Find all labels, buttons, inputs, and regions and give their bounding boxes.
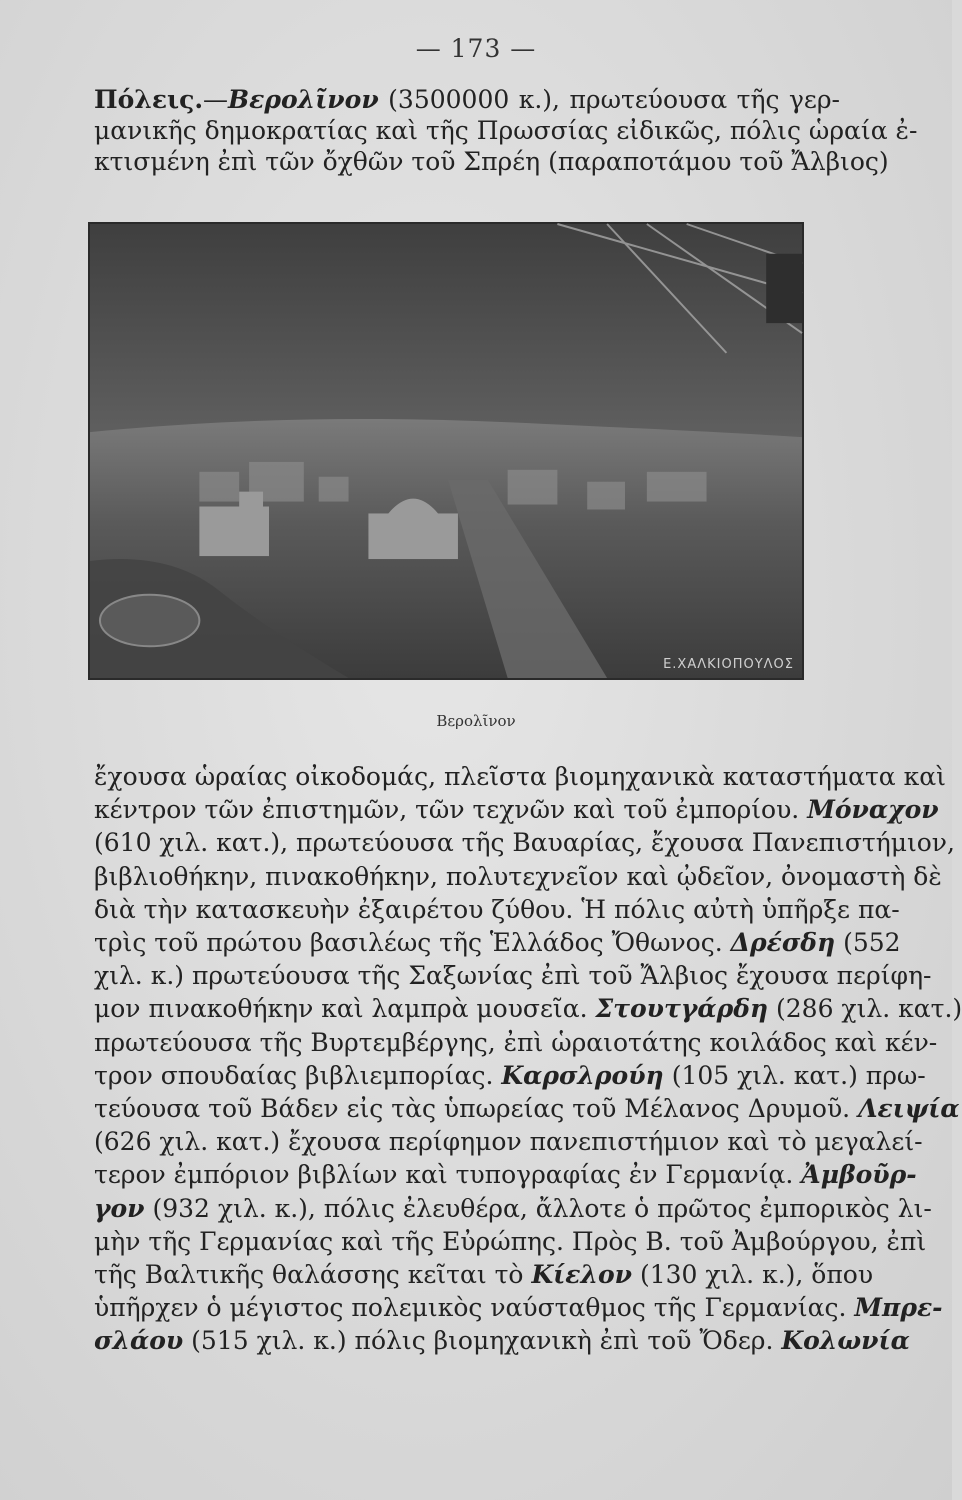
text-segment: ἔχουσα ὡραίας οἰκοδομάς, πλεῖστα βιομηχανικὰ καταστήματα καὶ bbox=[94, 762, 946, 791]
text-segment: (105 χιλ. κατ.) πρω- bbox=[663, 1060, 926, 1090]
city-name-berlin: Βερολῖνον bbox=[228, 85, 379, 114]
text-segment: χιλ. κ.) πρωτεύουσα τῆς Σαξωνίας ἐπὶ τοῦ Ἄλβιος ἔχουσα περίφη- bbox=[94, 961, 932, 991]
text-segment: διὰ τὴν κατασκευὴν ἐξαιρέτου ζύθου. Ἡ πόλις αὐτὴ ὑπῆρξε πα- bbox=[94, 894, 900, 924]
page-number: — 173 — bbox=[415, 34, 537, 63]
body-line bbox=[94, 1059, 926, 1092]
text-segment: μὴν τῆς Γερμανίας καὶ τῆς Εὐρώπης. Πρὸς Β. τοῦ Ἀμβούργου, ἐπὶ bbox=[94, 1226, 927, 1256]
place-name: Στουτγάρδη bbox=[595, 994, 769, 1024]
body-line bbox=[94, 1125, 923, 1158]
place-name: Μπρε- bbox=[854, 1293, 943, 1323]
body-line bbox=[94, 992, 962, 1025]
body-line bbox=[94, 959, 932, 992]
body-paragraph bbox=[94, 760, 962, 1358]
text-segment: πρωτεύουσα τῆς Βυρτεμβέργης, ἐπὶ ὡραιοτάτης κοιλάδος καὶ κέν- bbox=[94, 1027, 938, 1057]
place-name: Κίελον bbox=[531, 1260, 633, 1290]
text-segment: (515 χιλ. κ.) πόλις βιομηχανικὴ ἐπὶ τοῦ Ὄδερ. bbox=[183, 1326, 782, 1356]
heading-dash: — bbox=[203, 85, 229, 114]
text-segment: κέντρον τῶν ἐπιστημῶν, τῶν τεχνῶν καὶ τοῦ ἐμπορίου. bbox=[94, 795, 808, 825]
body-line bbox=[94, 1192, 932, 1225]
figure-caption: Βερολῖνον bbox=[436, 712, 516, 730]
body-line bbox=[94, 1324, 910, 1357]
intro-line-1 bbox=[94, 84, 840, 115]
text-segment: μον πινακοθήκην καὶ λαμπρὰ μουσεῖα. bbox=[94, 994, 596, 1024]
intro-paragraph bbox=[94, 84, 918, 177]
intro-line-3: κτισμένη ἐπὶ τῶν ὄχθῶν τοῦ Σπρέη (παραποτάμου τοῦ Ἄλβιος) bbox=[94, 147, 889, 176]
text-segment: ὑπῆρχεν ὁ μέγιστος πολεμικὸς ναύσταθμος τῆς Γερμανίας. bbox=[94, 1293, 855, 1323]
text-segment: τῆς Βαλτικῆς θαλάσσης κεῖται τὸ bbox=[94, 1260, 532, 1290]
intro-line-1-rest: (3500000 κ.), πρωτεύουσα τῆς γερ- bbox=[378, 85, 840, 114]
text-segment: τερον ἐμπόριον βιβλίων καὶ τυπογραφίας ἐν Γερμανίᾳ. bbox=[94, 1160, 802, 1190]
photo-credit: Ε.ΧΑΛΚΙΟΠΟΥΛΟΣ bbox=[663, 657, 794, 672]
text-segment: (626 χιλ. κατ.) ἔχουσα περίφημον πανεπιστήμιον καὶ τὸ μεγαλεί- bbox=[94, 1127, 923, 1157]
place-name: γον bbox=[94, 1193, 145, 1223]
body-line bbox=[94, 1026, 938, 1059]
place-name: σλάου bbox=[94, 1326, 184, 1356]
body-line bbox=[94, 1092, 960, 1125]
berlin-aerial-photo bbox=[88, 222, 804, 680]
text-segment: τρὶς τοῦ πρώτου βασιλέως τῆς Ἑλλάδος Ὄθωνος. bbox=[94, 928, 731, 958]
section-heading: Πόλεις. bbox=[94, 85, 204, 114]
body-line bbox=[94, 893, 900, 926]
aerial-city-illustration bbox=[90, 224, 802, 678]
body-line bbox=[94, 1158, 917, 1191]
body-line bbox=[94, 860, 942, 893]
body-line bbox=[94, 1258, 874, 1291]
body-line bbox=[94, 926, 901, 959]
text-segment: (552 bbox=[835, 928, 901, 958]
place-name: Δρέσδη bbox=[730, 928, 836, 958]
place-name: Ἀμβοῦρ- bbox=[801, 1160, 917, 1190]
text-segment: τεύουσα τοῦ Βάδεν εἰς τὰς ὑπωρείας τοῦ Μέλανος Δρυμοῦ. bbox=[94, 1094, 859, 1124]
text-segment: βιβλιοθήκην, πινακοθήκην, πολυτεχνεῖον καὶ ᾠδεῖον, ὀνομαστὴ δὲ bbox=[94, 861, 942, 891]
place-name: Κολωνία bbox=[781, 1326, 910, 1356]
intro-line-2: μανικῆς δημοκρατίας καὶ τῆς Πρωσσίας εἰδικῶς, πόλις ὡραία ἐ- bbox=[94, 116, 918, 145]
text-segment: (610 χιλ. κατ.), πρωτεύουσα τῆς Βαυαρίας, ἔχουσα Πανεπιστήμιον, bbox=[94, 828, 955, 858]
body-line bbox=[94, 826, 955, 859]
text-segment: (286 χιλ. κατ.) bbox=[768, 994, 962, 1024]
place-name: Μόναχον bbox=[807, 795, 939, 825]
body-line bbox=[94, 1291, 943, 1324]
place-name: Λειψία bbox=[858, 1094, 960, 1124]
text-segment: (130 χιλ. κ.), ὅπου bbox=[632, 1260, 874, 1290]
body-line bbox=[94, 793, 939, 826]
body-line bbox=[94, 760, 946, 793]
text-segment: (932 χιλ. κ.), πόλις ἐλευθέρα, ἄλλοτε ὁ πρῶτος ἐμπορικὸς λι- bbox=[144, 1193, 932, 1223]
place-name: Καρσλρούη bbox=[501, 1060, 664, 1090]
body-line bbox=[94, 1225, 927, 1258]
text-segment: τρον σπουδαίας βιβλιεμπορίας. bbox=[94, 1060, 502, 1090]
